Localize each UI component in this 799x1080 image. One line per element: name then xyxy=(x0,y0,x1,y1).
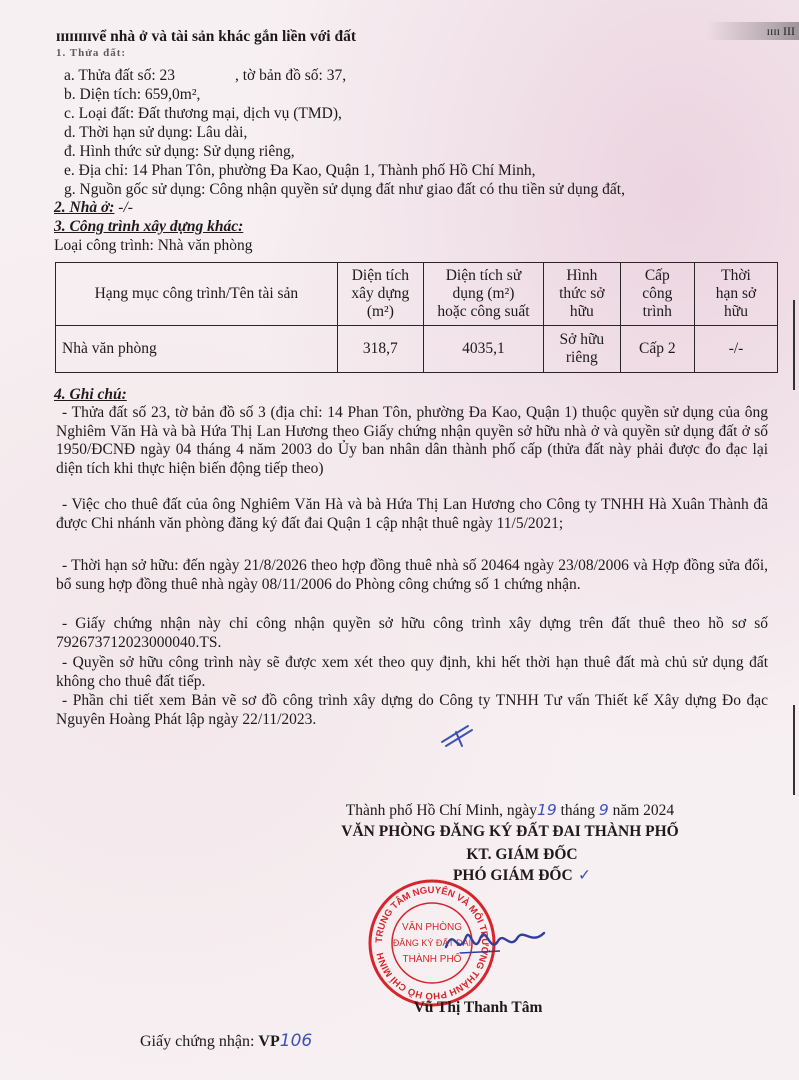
cell-item: Nhà văn phòng xyxy=(56,326,338,373)
note-item-4: - Giấy chứng nhận này chỉ công nhận quyền sở hữu công trình xây dựng trên đất thuê theo hồ sơ số 792673712023000040.TS. xyxy=(56,615,768,651)
seal-line-3: THÀNH PHỐ xyxy=(402,954,462,965)
table-header-row xyxy=(56,263,778,326)
certificate-number: Giấy chứng nhận: VP106 xyxy=(140,1031,313,1051)
note-item-5: - Quyền sở hữu công trình này sẽ được xem xét theo quy định, khi hết thời hạn thuê đất mà chủ sử dụng đất không cho thuê đất tiếp. xyxy=(56,654,768,690)
cell-floor-area: 4035,1 xyxy=(423,326,543,373)
land-term: d. Thời hạn sử dụng: Lâu dài, xyxy=(64,124,248,141)
seal-line-2: ĐĂNG KÝ ĐẤT ĐAI xyxy=(392,938,472,948)
header-item: Hạng mục công trình/Tên tài sản xyxy=(56,263,338,326)
cell-grade: Cấp 2 xyxy=(620,326,694,373)
note-item-2: - Việc cho thuê đất của ông Nghiêm Văn Hà và bà Hứa Thị Lan Hương cho Công ty TNHH Hà Xuân Thành đã được Chi nhánh văn phòng đăng ký đất đai Quận 1 cập nhật thuê ngày 11/5/2021; xyxy=(56,496,768,532)
issuing-office: VĂN PHÒNG ĐĂNG KÝ ĐẤT ĐAI THÀNH PHỐ xyxy=(341,823,679,840)
signing-place-date: Thành phố Hồ Chí Minh, ngày19 tháng 9 năm 2024 xyxy=(345,801,675,819)
note-item-3: - Thời hạn sở hữu: đến ngày 21/8/2026 theo hợp đồng thuê nhà số 20464 ngày 23/08/2006 và Hợp đồng sửa đổi, bổ sung hợp đồng thuê nhà ngày 08/11/2006 do Phòng công chứng số 1 chứng nhận. xyxy=(56,557,768,593)
house-section: 2. Nhà ở: -/- xyxy=(54,199,133,216)
header-grade: Cấp công trình xyxy=(620,263,694,326)
land-address: e. Địa chỉ: 14 Phan Tôn, phường Đa Kao, Quận 1, Thành phố Hồ Chí Minh, xyxy=(64,162,536,179)
header-floor-area: Diện tích sử dụng (m²) hoặc công suất xyxy=(423,263,543,326)
header-built-area: Diện tích xây dựng (m²) xyxy=(337,263,423,326)
assets-table xyxy=(55,262,778,373)
land-parcel-number: a. Thửa đất số: 23 , tờ bản đồ số: 37, xyxy=(64,67,347,84)
cell-built-area: 318,7 xyxy=(337,326,423,373)
works-type: Loại công trình: Nhà văn phòng xyxy=(54,237,253,254)
header-line: ɪɪɪɪɪɪɪɪvể nhà ở và tài sản khác gắn liền với đất xyxy=(56,28,357,45)
other-works-heading: 3. Công trình xây dựng khác: xyxy=(54,218,244,235)
signature-icon xyxy=(440,915,550,965)
header-ownership: Hình thức sở hữu xyxy=(544,263,621,326)
land-area: b. Diện tích: 659,0m², xyxy=(64,86,201,103)
note-item-1: - Thửa đất số 23, tờ bản đồ số 3 (địa chỉ: 14 Phan Tôn, phường Đa Kao, Quận 1) thuộc quyền sử dụng của ông Nghiêm Văn Hà và bà Hứa Thị Lan Hương theo Giấy chứng nhận quyền sở hữu nhà ở và quyền sử dụng đất ở số 1950/ĐCNĐ ngày 04 tháng 4 năm 2003 do Ủy ban nhân dân thành phố cấp (thửa đất này phải được đo đạc lại diện tích khi thực hiện biến động tiếp theo) xyxy=(56,404,768,477)
seal-ring-text: TRUNG TÂM NGUYÊN VÀ MÔI TRƯỜNG THÀNH PHỐ HỒ CHÍ MINH xyxy=(373,884,491,1002)
cell-term: -/- xyxy=(695,326,778,373)
edge-bracket-bottom xyxy=(793,705,799,795)
cell-ownership: Sở hữu riêng xyxy=(544,326,621,373)
land-usage-form: đ. Hình thức sử dụng: Sử dụng riêng, xyxy=(64,143,295,160)
edge-mark: ɪɪɪɪ III xyxy=(707,22,799,40)
kt-director: KT. GIÁM ĐỐC xyxy=(466,846,578,863)
header-subline: 1. Thửa đất: xyxy=(56,47,127,59)
header-term: Thời hạn sở hữu xyxy=(695,263,778,326)
deputy-director: PHÓ GIÁM ĐỐC ✓ xyxy=(452,866,592,884)
note-item-6: - Phần chi tiết xem Bản vẽ sơ đồ công trình xây dựng do Công ty TNHH Tư vấn Thiết kế Xây dựng Đo đạc Nguyên Hoàng Phát lập ngày 22/11/2023. xyxy=(56,692,768,728)
notes-heading: 4. Ghi chú: xyxy=(54,386,127,403)
signer-name: Vũ Thị Thanh Tâm xyxy=(413,999,543,1016)
land-type: c. Loại đất: Đất thương mại, dịch vụ (TMD), xyxy=(64,105,342,122)
pen-mark-icon xyxy=(438,720,478,750)
seal-line-1: VĂN PHÒNG xyxy=(401,922,463,933)
edge-bracket-top xyxy=(793,300,799,390)
table-row xyxy=(56,326,778,373)
land-origin: g. Nguồn gốc sử dụng: Công nhận quyền sử dụng đất như giao đất có thu tiền sử dụng đất, xyxy=(64,181,625,198)
